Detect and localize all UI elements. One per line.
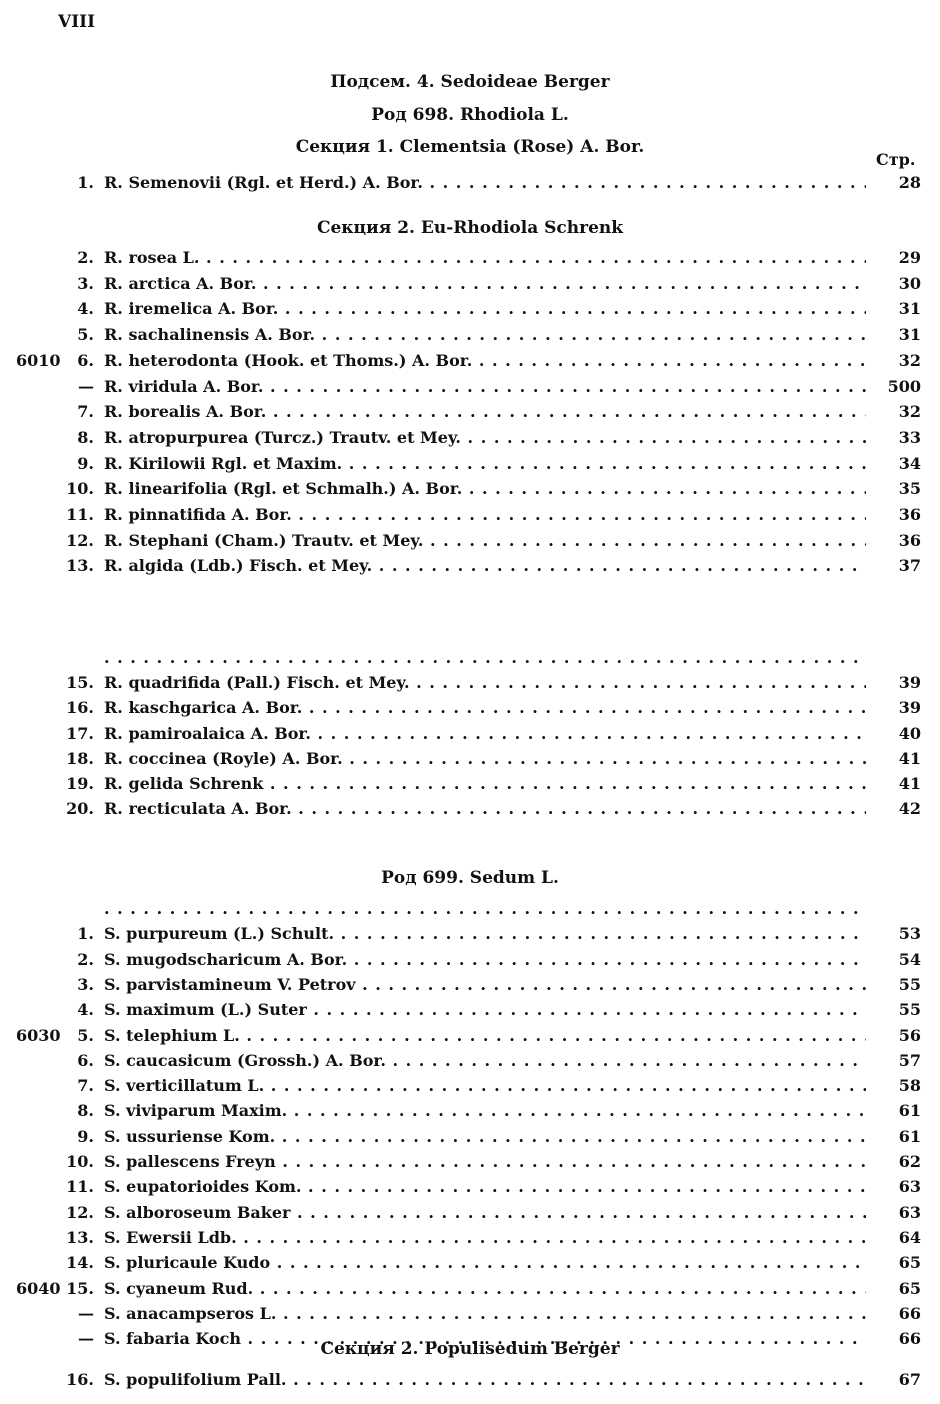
entry-name: R. pinnatifida A. Bor. . . . bbox=[104, 505, 866, 524]
entry-page: 39 bbox=[898, 698, 921, 718]
entry-name: R. quadrifida (Pall.) Fisch. et Mey. . . . bbox=[104, 673, 866, 692]
entry-number: 5. bbox=[77, 1025, 94, 1045]
entry-page: 42 bbox=[898, 799, 921, 819]
entry-row bbox=[0, 1177, 940, 1202]
entry-name: R. heterodonta (Hook. et Thoms.) A. Bor. . . . bbox=[104, 351, 866, 370]
entry-page: 63 bbox=[898, 1177, 921, 1197]
entry-name: S. populifolium Pall. . . . bbox=[104, 1370, 866, 1389]
entry-number: 11. bbox=[66, 1177, 94, 1197]
entry-number: — bbox=[78, 1329, 94, 1349]
entry-row bbox=[0, 173, 940, 198]
entry-row bbox=[0, 1253, 940, 1278]
entry-page: 36 bbox=[898, 530, 921, 550]
entry-name: S. telephium L. . . . bbox=[104, 1026, 866, 1045]
entry-number: 11. bbox=[66, 505, 94, 524]
entry-name: R. rosea L. . . . bbox=[104, 248, 866, 267]
entry-name: R. linearifolia (Rgl. et Schmalh.) A. Bor. . . . bbox=[104, 479, 866, 498]
entry-name: R. algida (Ldb.) Fisch. et Mey. . . . bbox=[104, 556, 866, 575]
entry-name: S. ussuriense Kom. . . . bbox=[104, 1127, 866, 1146]
entry-code: 6030 bbox=[16, 1025, 61, 1045]
entry-page: 500 bbox=[887, 376, 921, 396]
entry-row bbox=[0, 1228, 940, 1253]
entry-page: 55 bbox=[898, 974, 921, 994]
entry-name: S. Ewersii Ldb. . . . bbox=[104, 1228, 866, 1247]
entry-page: 32 bbox=[898, 402, 921, 422]
entry-row bbox=[0, 505, 940, 530]
entry-page: 31 bbox=[898, 299, 921, 319]
entry-name: S. eupatorioides Kom. . . . bbox=[104, 1177, 866, 1196]
entry-name: S. mugodscharicum A. Bor. . . . bbox=[104, 950, 866, 969]
entry-name: S. caucasicum (Grossh.) A. Bor. . . . bbox=[104, 1051, 866, 1070]
entry-name: S. pluricaule Kudo . . . bbox=[104, 1253, 866, 1272]
entry-name: R. pamiroalaica A. Bor. . . . bbox=[104, 724, 866, 743]
entry-number: 20. bbox=[66, 799, 94, 819]
entry-page: 30 bbox=[898, 273, 921, 293]
entry-page: 57 bbox=[898, 1050, 921, 1070]
entry-code: 6010 bbox=[16, 350, 61, 370]
entry-number: 12. bbox=[66, 530, 94, 550]
entry-name: R. Stephani (Cham.) Trautv. et Mey. . . . bbox=[104, 531, 866, 550]
entry-row bbox=[0, 351, 940, 376]
entry-name: R. arctica A. Bor. . . . bbox=[104, 274, 866, 293]
entry-page: 61 bbox=[898, 1101, 921, 1121]
entry-name: R. kaschgarica A. Bor. . . . bbox=[104, 698, 866, 717]
entry-number: — bbox=[78, 1303, 94, 1323]
entry-row bbox=[0, 899, 940, 924]
entry-name: R. coccinea (Royle) A. Bor. . . . bbox=[104, 749, 866, 768]
section-heading-telephium: Род 699. Sedum L. bbox=[381, 868, 559, 888]
entry-name: S. viviparum Maxim. . . . bbox=[104, 1101, 866, 1120]
entry-row bbox=[0, 479, 940, 504]
entry-row bbox=[0, 673, 940, 698]
entry-row bbox=[0, 799, 940, 824]
entry-number: 17. bbox=[66, 723, 94, 743]
entry-number: 6. bbox=[77, 1050, 94, 1070]
entry-row bbox=[0, 1279, 940, 1304]
entry-number: 12. bbox=[66, 1202, 94, 1222]
entry-name bbox=[104, 648, 866, 667]
entry-number: — bbox=[78, 376, 94, 396]
entry-name: R. sachalinensis A. Bor. . . . bbox=[104, 325, 866, 344]
entry-row bbox=[0, 1127, 940, 1152]
entry-row bbox=[0, 975, 940, 1000]
entry-name: S. pallescens Freyn . . . bbox=[104, 1152, 866, 1171]
entry-name: S. fabaria Koch . . . bbox=[104, 1329, 866, 1348]
entry-row bbox=[0, 428, 940, 453]
entry-page: 37 bbox=[898, 556, 921, 576]
entry-row bbox=[0, 648, 940, 673]
entry-number: 13. bbox=[66, 556, 94, 576]
entry-row bbox=[0, 556, 940, 581]
entry-number: 4. bbox=[77, 299, 94, 319]
entry-page: 53 bbox=[898, 924, 921, 944]
entry-row bbox=[0, 724, 940, 749]
entry-number: 4. bbox=[77, 1000, 94, 1020]
entry-number: 1. bbox=[77, 173, 94, 192]
entry-number: 1. bbox=[77, 924, 94, 944]
entry-page: 58 bbox=[898, 1076, 921, 1096]
entry-page: 67 bbox=[898, 1370, 921, 1389]
entry-row bbox=[0, 1203, 940, 1228]
entry-name: S. purpureum (L.) Schult. . . . bbox=[104, 924, 866, 943]
entry-page: 35 bbox=[898, 479, 921, 499]
genus-heading-rhodiola: Род 698. Rhodiola L. bbox=[371, 105, 569, 125]
entry-row bbox=[0, 1026, 940, 1051]
entry-row bbox=[0, 950, 940, 975]
entry-page: 66 bbox=[898, 1303, 921, 1323]
entry-page: 61 bbox=[898, 1126, 921, 1146]
entry-page: 33 bbox=[898, 427, 921, 447]
entry-name: S. maximum (L.) Suter . . . bbox=[104, 1000, 866, 1019]
subfamily-heading: Подсем. 4. Sedoideae Berger bbox=[330, 72, 610, 92]
entry-page: 36 bbox=[898, 505, 921, 524]
entry-page: 41 bbox=[898, 774, 921, 793]
entry-name: R. Semenovii (Rgl. et Herd.) A. Bor. . . . bbox=[104, 173, 866, 192]
entry-number: 19. bbox=[66, 774, 94, 793]
entry-number: 5. bbox=[77, 325, 94, 345]
entry-number: 9. bbox=[77, 453, 94, 473]
entry-row bbox=[0, 377, 940, 402]
entry-number: 6. bbox=[77, 350, 94, 370]
entry-name: S. alboroseum Baker . . . bbox=[104, 1203, 866, 1222]
page-number: VIII bbox=[58, 12, 96, 32]
entry-row bbox=[0, 1304, 940, 1329]
entry-page: 41 bbox=[898, 748, 921, 768]
entry-number: 14. bbox=[66, 1253, 94, 1273]
entry-number: 7. bbox=[77, 1076, 94, 1096]
entry-name: S. anacampseros L. . . . bbox=[104, 1304, 866, 1323]
entry-number: 8. bbox=[77, 1101, 94, 1121]
entry-page: 56 bbox=[898, 1025, 921, 1045]
entry-row bbox=[0, 1370, 940, 1395]
entry-code: 6040 bbox=[16, 1278, 61, 1298]
entry-row bbox=[0, 1152, 940, 1177]
entry-page: 66 bbox=[898, 1329, 921, 1349]
entry-page: 62 bbox=[898, 1152, 921, 1171]
entry-page: 39 bbox=[898, 673, 921, 693]
entry-page: 65 bbox=[898, 1253, 921, 1273]
entry-number: 13. bbox=[66, 1227, 94, 1247]
entry-name bbox=[104, 899, 866, 918]
entry-number: 7. bbox=[77, 402, 94, 422]
entry-number: 9. bbox=[77, 1126, 94, 1146]
entry-page: 28 bbox=[898, 173, 921, 192]
entry-number: 16. bbox=[66, 698, 94, 718]
entry-page: 40 bbox=[898, 723, 921, 743]
entry-page: 29 bbox=[898, 248, 921, 267]
entry-row bbox=[0, 1076, 940, 1101]
entry-page: 65 bbox=[898, 1278, 921, 1298]
entry-name: R. atropurpurea (Turcz.) Trautv. et Mey. . . . bbox=[104, 428, 866, 447]
entry-name: R. recticulata A. Bor. . . . bbox=[104, 799, 866, 818]
entry-number: 3. bbox=[77, 974, 94, 994]
entry-page: 63 bbox=[898, 1202, 921, 1222]
entry-number: 10. bbox=[66, 1152, 94, 1171]
entry-name: S. cyaneum Rud. . . . bbox=[104, 1279, 866, 1298]
entry-page: 54 bbox=[898, 949, 921, 969]
entry-row bbox=[0, 402, 940, 427]
entry-number: 8. bbox=[77, 427, 94, 447]
entry-row bbox=[0, 248, 940, 273]
entry-number: 10. bbox=[66, 479, 94, 499]
entry-number: 15. bbox=[66, 673, 94, 693]
entry-page: 55 bbox=[898, 1000, 921, 1020]
entry-name: R. gelida Schrenk . . . bbox=[104, 774, 866, 793]
section-heading-eu-rhodiola: Секция 2. Eu-Rhodiola Schrenk bbox=[316, 218, 624, 238]
page-column-header: Стр. bbox=[876, 150, 916, 169]
entry-row bbox=[0, 299, 940, 324]
section-heading-populisedum: Секция 2. Populisedum Berger bbox=[320, 1339, 620, 1359]
section-heading-clementsia: Секция 1. Clementsia (Rose) A. Bor. bbox=[295, 137, 645, 157]
entry-page: 64 bbox=[898, 1227, 921, 1247]
entry-name: R. iremelica A. Bor. . . . bbox=[104, 299, 866, 318]
entry-number: 3. bbox=[77, 273, 94, 293]
entry-row bbox=[0, 749, 940, 774]
entry-row bbox=[0, 774, 940, 799]
entry-page: 31 bbox=[898, 325, 921, 345]
entry-number: 16. bbox=[66, 1370, 94, 1389]
entry-name: S. verticillatum L. . . . bbox=[104, 1076, 866, 1095]
entry-name: S. parvistamineum V. Petrov . . . bbox=[104, 975, 866, 994]
entry-row bbox=[0, 1051, 940, 1076]
entry-row bbox=[0, 274, 940, 299]
entry-row bbox=[0, 325, 940, 350]
entry-row bbox=[0, 454, 940, 479]
entry-name: R. Kirilowii Rgl. et Maxim. . . . bbox=[104, 454, 866, 473]
entry-row bbox=[0, 1000, 940, 1025]
entry-number: 2. bbox=[77, 949, 94, 969]
entry-page: 34 bbox=[898, 453, 921, 473]
entry-row bbox=[0, 924, 940, 949]
entry-row bbox=[0, 1101, 940, 1126]
entry-number: 15. bbox=[66, 1278, 94, 1298]
entry-row bbox=[0, 531, 940, 556]
entry-name: R. viridula A. Bor. . . . bbox=[104, 377, 866, 396]
entry-row bbox=[0, 698, 940, 723]
entry-number: 2. bbox=[77, 248, 94, 267]
entry-number: 18. bbox=[66, 748, 94, 768]
entry-name: R. borealis A. Bor. . . . bbox=[104, 402, 866, 421]
entry-page: 32 bbox=[898, 350, 921, 370]
